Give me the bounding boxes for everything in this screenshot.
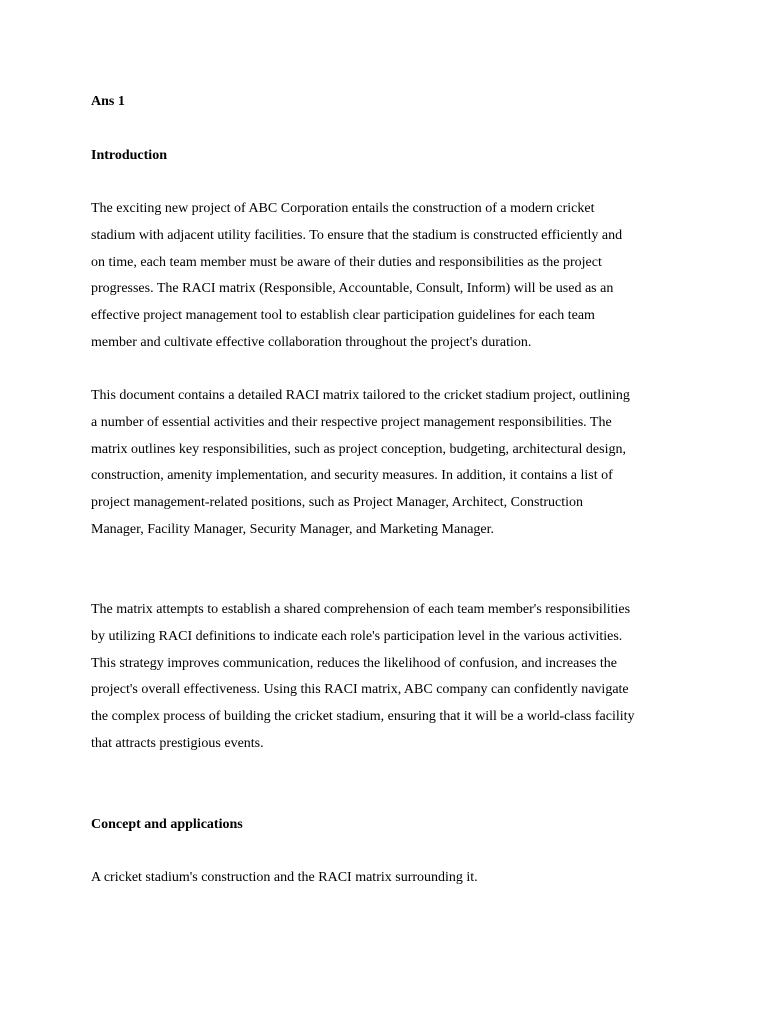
text-line: Manager, Facility Manager, Security Manager, and Marketing Manager. [91,521,495,537]
paragraph-intro-1 [91,196,691,357]
answer-label: Ans 1 [91,94,125,109]
text-line: on time, each team member must be aware of their duties and responsibilities as the project [91,254,602,270]
text-line: matrix outlines key responsibilities, such as project conception, budgeting, architectural design, [91,441,626,457]
paragraph-concept-1 [91,865,691,892]
text-line: member and cultivate effective collaboration throughout the project's duration. [91,334,532,350]
text-line: The matrix attempts to establish a shared comprehension of each team member's responsibilities [91,602,631,617]
text-line: by utilizing RACI definitions to indicate each role's participation level in the various activities. [91,628,623,644]
text-line: project's overall effectiveness. Using this RACI matrix, ABC company can confidently navigate [91,682,629,698]
text-line: that attracts prestigious events. [91,735,264,751]
text-line: effective project management tool to establish clear participation guidelines for each team [91,308,595,324]
text-line: This document contains a detailed RACI matrix tailored to the cricket stadium project, outlining [91,388,630,403]
text-line: A cricket stadium's construction and the RACI matrix surrounding it. [91,870,478,885]
section-heading-concept: Concept and applications [91,817,243,832]
section-heading-introduction: Introduction [91,148,167,163]
text-line: project management-related positions, such as Project Manager, Architect, Construction [91,495,584,511]
text-line: This strategy improves communication, reduces the likelihood of confusion, and increases the [91,655,618,671]
text-line: the complex process of building the cricket stadium, ensuring that it will be a world-class facility [91,709,635,725]
text-line: The exciting new project of ABC Corporation entails the construction of a modern cricket [91,201,595,216]
text-line: progresses. The RACI matrix (Responsible, Accountable, Consult, Inform) will be used as an [91,281,614,297]
text-line: construction, amenity implementation, and security measures. In addition, it contains a list of [91,468,613,484]
text-line: stadium with adjacent utility facilities. To ensure that the stadium is constructed efficiently and [91,227,623,243]
paragraph-intro-3 [91,597,691,758]
text-line: a number of essential activities and their respective project management responsibilities. The [91,414,612,430]
paragraph-intro-2 [91,383,691,544]
